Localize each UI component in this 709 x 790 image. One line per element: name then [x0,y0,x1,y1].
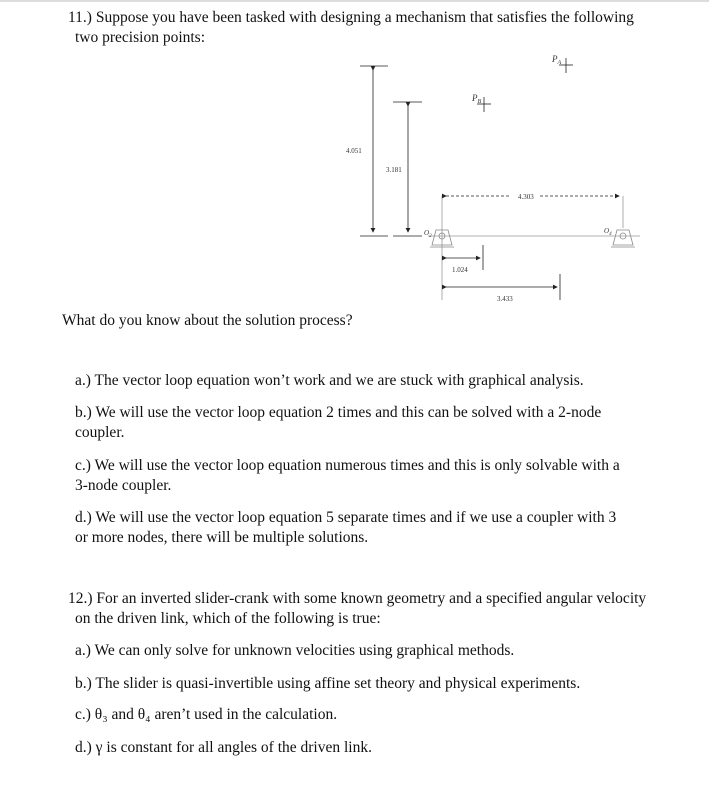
q12-line1: 12.) For an inverted slider-crank with some known geometry and a specified angular velocity [68,590,647,607]
q11-option-c-cont: 3-node coupler. [75,477,172,494]
q11-option-d-cont: or more nodes, there will be multiple solutions. [75,529,369,546]
label-o2: O [424,229,430,237]
q11-option-c: c.) We will use the vector loop equation numerous times and this is only solvable with a [75,457,620,474]
dim-4051: 4.051 [346,147,362,155]
label-pb-sub: B [477,99,482,105]
q12-line2: on the driven link, which of the following is true: [75,610,381,627]
svg-text:PA [551,54,562,66]
q12-option-d: d.) γ is constant for all angles of the driven link. [75,739,372,756]
label-o4: O [604,227,610,235]
svg-text:O2 [424,229,432,239]
ground-pivot-o4 [611,230,635,247]
q11-option-b-cont: coupler. [75,424,125,441]
label-o2-sub: 2 [429,234,432,239]
svg-text:O4 [604,227,612,237]
label-o4-sub: 4 [609,232,612,237]
q12-option-c: c.) θ₃ and θ₄ aren’t used in the calculation. [75,706,338,723]
dim-3433: 3.433 [497,295,513,303]
dim-1024: 1.024 [452,266,468,274]
q11-option-b: b.) We will use the vector loop equation 2 times and this can be solved with a 2-node [75,404,602,421]
mechanism-diagram [0,0,709,320]
svg-text:PB [471,93,482,105]
label-pa: P [552,54,558,64]
q11-option-d: d.) We will use the vector loop equation 5 separate times and if we use a coupler with 3 [75,509,617,526]
q11-line1: 11.) Suppose you have been tasked with designing a mechanism that satisfies the following [68,9,634,26]
label-pa-sub: A [557,60,562,66]
q11-option-a: a.) The vector loop equation won’t work and we are stuck with graphical analysis. [75,372,584,389]
q11-line2: two precision points: [75,29,206,46]
q11-prompt: What do you know about the solution process? [62,312,353,329]
dim-3181: 3.181 [386,166,402,174]
dim-4303: 4.303 [518,193,534,201]
q12-option-b: b.) The slider is quasi-invertible using affine set theory and physical experiments. [75,675,581,692]
label-pb: P [472,93,478,103]
q12-option-a: a.) We can only solve for unknown velocities using graphical methods. [75,642,515,659]
